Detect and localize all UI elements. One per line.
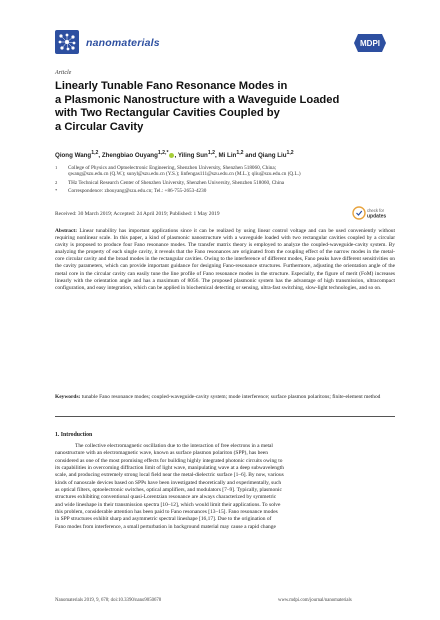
- affiliation-1: [55, 165, 301, 178]
- abstract-line: angle of the metal core in the circular cavity can easily tune the line profile of Fano resonance modes: [55, 263, 396, 277]
- author-name: Yiling Sun: [177, 152, 208, 160]
- keywords-line: tunable Fano resonance modes; coupled-waveguide-cavity system; mode interference;: [81, 394, 270, 400]
- check-mark-icon: [357, 211, 362, 215]
- affiliation-text: College of Physics and Optoelectronic Engineering, Shenzhen University, Shenzhen 518060, China;: [68, 165, 277, 171]
- abstract-line: Linear tunability has important applications since it can be realized by using linear control: [79, 228, 288, 234]
- author-separator: ,: [98, 152, 102, 160]
- affiliation-number: *: [55, 188, 58, 193]
- author-separator: ,: [174, 152, 178, 160]
- author-separator: and: [243, 152, 258, 160]
- affiliation-2: [55, 180, 284, 186]
- author-affil-sup: 1,2,*: [157, 150, 169, 156]
- body-line: scale, and producing extremely strong local field near the metal-dielectric surface [1–6]. By now, various: [55, 472, 284, 479]
- updates-ring-icon: [353, 207, 365, 219]
- body-line: considered as one of the most promising effects for building highly integrated photonic circuits owing to: [55, 457, 283, 464]
- abstract-line: sensing, ultra-fast switching, slow-light technologies, and so on.: [241, 284, 382, 291]
- keywords: [55, 394, 395, 401]
- body-line: kinds of nanoscale devices based on SPPs have been investigated theoretically and experimentally, such: [55, 479, 282, 486]
- abstract-label: Abstract:: [55, 228, 78, 234]
- publication-dates: Received: 30 March 2019; Accepted: 24 April 2019; Published: 1 May 2019: [55, 211, 220, 217]
- abstract-line: plasmonic nanostructure with a waveguide loaded with two rectangular cavities coupled by a circular: [167, 235, 396, 242]
- abstract-line: analyze the coupled-waveguide-cavity system. By analyzing the property of each single cavity, it: [55, 242, 395, 256]
- title-line: with Two Rectangular Cavities Coupled by: [55, 107, 280, 120]
- body-line: its capabilities in overcoming diffraction limit of light wave, manipulating wave at a deep subwavelength: [55, 465, 284, 472]
- author-affil-sup: 1,2: [207, 150, 216, 156]
- author-affil-sup: 1,2: [236, 150, 244, 156]
- keywords-label: Keywords:: [55, 394, 81, 400]
- mdpi-logo-icon: [352, 32, 388, 54]
- introduction-text: [55, 443, 395, 531]
- abstract: [55, 228, 395, 292]
- abstract-line: has a maximum of 8056. The proposed plasmonic system has the advantage of high transmission,: [143, 277, 365, 284]
- body-line: Fano modes from interference, a small perturbation in background material may cause a rapid change: [55, 523, 276, 530]
- affiliation-emails[interactable]: qwang@szu.edu.cn (Q.W.); sunyl@szu.edu.cn (Y.S.); linfengas111@szu.edu.cn (M.L.); qliu@szu.edu.cn (Q.L.): [68, 171, 301, 178]
- article-title: [55, 80, 390, 134]
- check-updates-line1: check for: [367, 208, 384, 213]
- affiliation-number: 2: [55, 180, 58, 185]
- abstract-line: voltage and can be used conveniently without requiring nonlinear scale. In this paper, a kind of: [55, 228, 396, 242]
- author-name: Qiang Liu: [257, 152, 287, 160]
- body-line: structures exhibiting conventional quasi-Lorentzian resonance are always characterized by symmetric: [55, 494, 277, 501]
- check-for-updates-badge[interactable]: [352, 205, 390, 221]
- abstract-line: reveals that the Fano resonances are originated from the coupling effect of the narrow modes in the: [159, 249, 380, 256]
- keywords-line: surface plasmon polaritons; finite-element method: [270, 394, 381, 400]
- abstract-line: important guidance for designing Fano-resonance structures. Furthermore, adjusting the orientation: [147, 263, 367, 270]
- mdpi-logo-text: MDPI: [360, 39, 380, 48]
- section-divider: [55, 416, 395, 417]
- abstract-line: in the structure. Especially, the figure of merit (FoM) increases linearly with the orientation angle and: [55, 270, 395, 284]
- abstract-line: ultracompact configuration, and easy integration, which can be applied in biochemical detecting or: [55, 277, 395, 291]
- article-type: Article: [55, 70, 72, 76]
- author-list: [55, 150, 294, 159]
- title-line: a Plasmonic Nanostructure with a Waveguide Loaded: [55, 93, 340, 106]
- footer-website[interactable]: www.mdpi.com/journal/nanomaterials: [278, 598, 352, 603]
- title-line: Linearly Tunable Fano Resonance Modes in: [55, 80, 288, 92]
- body-line: as optical filters, optoelectronic switches, optical amplifiers, and modulators [7–9]. Typically, plasmonic: [55, 487, 282, 494]
- correspondence: [55, 188, 206, 194]
- body-line: this problem, considerable attention has been paid to Fano resonances [13–15]. Fano resonance modes: [55, 509, 278, 516]
- title-line: a Circular Cavity: [55, 120, 144, 133]
- section-heading: 1. Introduction: [55, 432, 93, 438]
- body-line: nanostructure with an electromagnetic wave, known as surface plasmon polariton (SPP), has been: [55, 450, 268, 457]
- author-separator: ,: [215, 152, 219, 160]
- correspondence-text[interactable]: Correspondence: zbouyang@szu.edu.cn; Tel.: +86-755-2653-4230: [68, 188, 207, 194]
- body-line: and wide lineshape in their transmission spectra [10–12], which would limit their applications. To solve: [55, 501, 281, 508]
- affiliation-text: THz Technical Research Center of Shenzhen University, Shenzhen University, Shenzhen 518060, China: [68, 180, 285, 186]
- check-updates-line2: updates: [367, 213, 387, 220]
- footer-citation: Nanomaterials 2019, 9, 678; doi:10.3390/nano9050678: [55, 598, 162, 603]
- author-name: Zhengbiao Ouyang: [101, 152, 158, 160]
- body-line: The collective electromagnetic oscillation due to the interaction of free electrons in a metal: [75, 443, 273, 449]
- abstract-line: metal-core circular cavity and the broad modes in the rectangular cavities. Owing to the interference: [55, 249, 395, 263]
- affiliation-number: 1: [55, 165, 58, 170]
- nanomaterials-logo-icon: [55, 30, 79, 54]
- author-name: Mi Lin: [218, 152, 237, 160]
- abstract-line: cavity is proposed to produce four Fano resonance modes. The transfer matrix theory is employed to: [55, 242, 282, 249]
- abstract-line: of different modes, Fano peaks have different sensitivities on the cavity parameters, which can provide: [55, 256, 396, 270]
- journal-name: nanomaterials: [86, 37, 160, 49]
- author-affil-sup: 1,2: [91, 150, 99, 156]
- author-affil-sup: 1,2: [286, 150, 294, 156]
- body-line: in SPP structures exhibit sharp and asymmetric spectral lineshape [16,17]. Due to the origination of: [55, 516, 272, 523]
- author-name: Qiong Wang: [55, 152, 92, 160]
